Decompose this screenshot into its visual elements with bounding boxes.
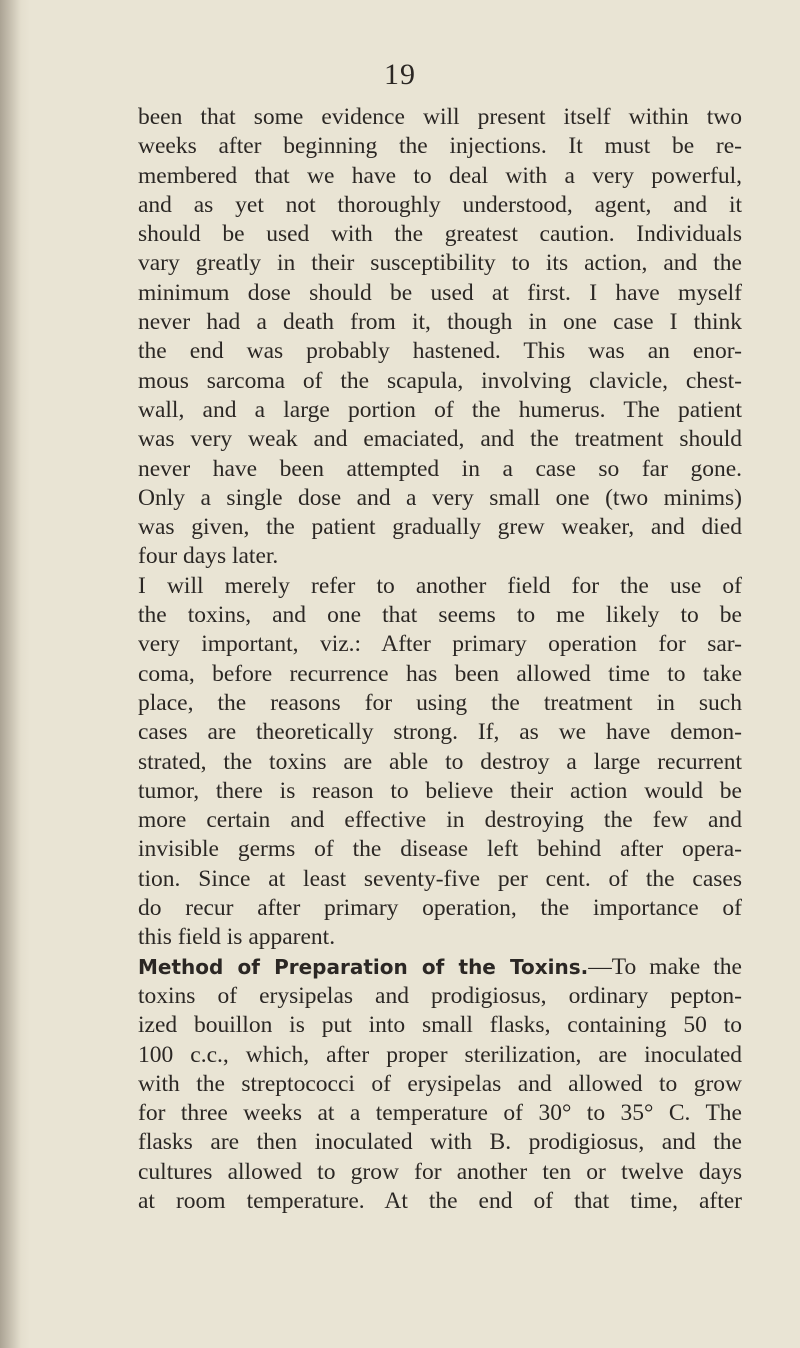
page-number: 19 xyxy=(384,58,416,91)
page-edge-shadow xyxy=(0,0,30,1348)
text-line: strated, the toxins are able to destroy a large recurrent xyxy=(138,748,742,775)
text-line: tumor, there is reason to believe their action would be xyxy=(138,777,742,804)
text-line: I will merely refer to another field for the use of xyxy=(138,572,742,599)
body-text xyxy=(138,103,742,1216)
text-line: was given, the patient gradually grew weaker, and died xyxy=(138,514,742,541)
text-line: vary greatly in their susceptibility to its action, and the xyxy=(138,250,742,277)
text-line: do recur after primary operation, the importance of xyxy=(138,895,742,922)
text-line: with the streptococci of erysipelas and allowed to grow xyxy=(138,1070,742,1097)
text-line: very important, viz.: After primary operation for sar- xyxy=(138,631,742,658)
text-line: at room temperature. At the end of that time, after xyxy=(138,1187,742,1214)
text-line: wall, and a large portion of the humerus. The patient xyxy=(138,396,742,423)
text-line: never have been attempted in a case so far gone. xyxy=(138,455,742,482)
text-line: invisible germs of the disease left behind after opera- xyxy=(138,836,742,863)
text-line: the toxins, and one that seems to me likely to be xyxy=(138,602,742,629)
text-line: ized bouillon is put into small flasks, containing 50 to xyxy=(138,1012,742,1039)
text-line: cases are theoretically strong. If, as we have demon- xyxy=(138,719,742,746)
text-line: was very weak and emaciated, and the treatment should xyxy=(138,426,742,453)
text-line: tion. Since at least seventy-five per cent. of the cases xyxy=(138,865,742,892)
text-line: mous sarcoma of the scapula, involving clavicle, chest- xyxy=(138,367,742,394)
text-line: four days later. xyxy=(138,543,279,570)
heading-continuation: —To make the xyxy=(588,953,742,980)
section-heading: Method of Preparation of the Toxins. xyxy=(138,954,589,979)
text-line: the end was probably hastened. This was an enor- xyxy=(138,338,742,365)
section-heading-line xyxy=(138,953,742,982)
text-line: should be used with the greatest caution. Individuals xyxy=(138,221,742,248)
text-line: coma, before recurrence has been allowed time to take xyxy=(138,660,742,687)
text-line: and as yet not thoroughly understood, agent, and it xyxy=(138,191,742,218)
text-line: weeks after beginning the injections. It must be re- xyxy=(138,133,742,160)
text-line: more certain and effective in destroying the few and xyxy=(138,807,742,834)
text-line: never had a death from it, though in one case I think xyxy=(138,309,742,336)
text-line: this field is apparent. xyxy=(138,924,336,951)
text-line: for three weeks at a temperature of 30° to 35° C. The xyxy=(138,1100,742,1127)
text-line: Only a single dose and a very small one (two minims) xyxy=(138,484,742,511)
text-line: place, the reasons for using the treatment in such xyxy=(138,689,742,716)
text-line: 100 c.c., which, after proper sterilization, are inoculated xyxy=(138,1041,742,1068)
text-line: toxins of erysipelas and prodigiosus, ordinary pepton- xyxy=(138,982,742,1009)
text-line: cultures allowed to grow for another ten or twelve days xyxy=(138,1158,742,1185)
text-line: flasks are then inoculated with B. prodigiosus, and the xyxy=(138,1129,742,1156)
text-line: membered that we have to deal with a very powerful, xyxy=(138,162,742,189)
text-line: been that some evidence will present itself within two xyxy=(138,104,742,130)
text-line: minimum dose should be used at first. I have myself xyxy=(138,279,742,306)
